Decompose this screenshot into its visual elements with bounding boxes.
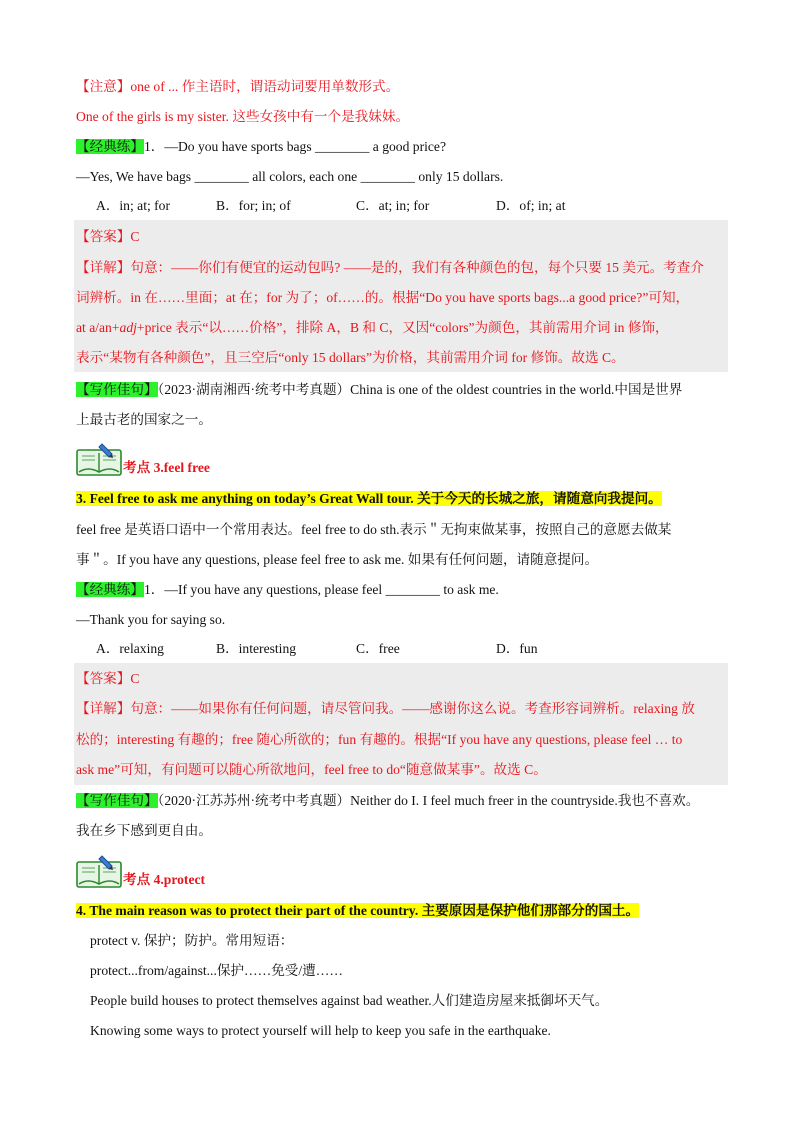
kaodian-4-header: [76, 854, 376, 888]
exercise-2-explanation-line-1: 【详解】句意：——如果你有任何问题，请尽管问我。——感谢你这么说。考查形容词辨析。relaxing 放: [76, 701, 695, 716]
writing-label: 【写作佳句】: [76, 793, 158, 808]
book-pencil-icon: [76, 442, 122, 476]
exercise-1-question-line-2: —Yes, We have bags ________ all colors, each one ________ only 15 dollars.: [76, 169, 504, 184]
kaodian-3-heading: 3. Feel free to ask me anything on today’s Great Wall tour. 关于今天的长城之旅，请随意向我提问。: [76, 491, 662, 506]
kaodian-3-heading-line: [76, 489, 662, 509]
explanation-segment: +price 表示“以……价格”，排除 A，B 和 C，又因“colors”为颜色，其前需用介词 in 修饰，: [136, 320, 669, 335]
exercise-2-explanation-line-3: ask me”可知，有问题可以随心所欲地问，feel free to do“随意做某事”。故选 C。: [76, 762, 547, 777]
exercise-2-question-line-1: [76, 580, 499, 600]
note-label: 【注意】: [76, 79, 131, 94]
exercise-label: 【经典练】: [76, 139, 144, 154]
option-b: B．interesting: [216, 641, 297, 656]
writing-2-line-1: [76, 791, 699, 811]
writing-text: （2023·湖南湘西·统考中考真题）China is one of the oldest countries in the world.中国是世界: [157, 382, 683, 397]
exercise-1-explanation-line-1: 【详解】句意：——你们有便宜的运动包吗? ——是的，我们有各种颜色的包，每个只要 15 美元。考查介: [76, 260, 704, 275]
writing-2-line-2: 我在乡下感到更自由。: [76, 823, 212, 838]
option-a: A．relaxing: [96, 641, 164, 656]
exercise-question-text: 1．—Do you have sports bags ________ a good price?: [143, 139, 446, 154]
option-d: D．fun: [496, 641, 538, 656]
kaodian-3-body-line-1: feel free 是英语口语中一个常用表达。feel free to do sth.表示＂无拘束做某事，按照自己的意愿去做某: [76, 522, 672, 537]
writing-1-line-1: [76, 380, 682, 400]
kaodian-4-heading-line: [76, 901, 639, 921]
book-pencil-icon: [76, 854, 122, 888]
explanation-segment: at a/an+: [76, 320, 120, 335]
note-text: one of ... 作主语时，谓语动词要用单数形式。: [130, 79, 400, 94]
kaodian-3-body-line-2: 事＂。If you have any questions, please feel free to ask me. 如果有任何问题，请随意提问。: [76, 552, 599, 567]
note-example: One of the girls is my sister. 这些女孩中有一个是我妹妹。: [76, 109, 410, 124]
kaodian-4-body-line-1: protect v. 保护；防护。常用短语：: [90, 933, 294, 948]
kaodian-3-title: 考点 3.feel free: [123, 460, 210, 475]
exercise-1-explanation-line-4: 表示“某物有各种颜色”，且三空后“only 15 dollars”为价格，其前需用介词 for 修饰。故选 C。: [76, 350, 625, 365]
exercise-1-question-line-1: [76, 137, 446, 157]
exercise-question-text: 1．—If you have any questions, please feel ________ to ask me.: [143, 582, 499, 597]
exercise-label: 【经典练】: [76, 582, 144, 597]
writing-label: 【写作佳句】: [76, 382, 158, 397]
exercise-2-question-line-2: —Thank you for saying so.: [76, 612, 226, 627]
option-b: B．for; in; of: [216, 198, 291, 213]
kaodian-3-header: [76, 442, 376, 476]
writing-text: （2020·江苏苏州·统考中考真题）Neither do I. I feel much freer in the countryside.我也不喜欢。: [157, 793, 700, 808]
exercise-1-explanation-line-3: [76, 318, 669, 338]
exercise-2-explanation-line-2: 松的；interesting 有趣的；free 随心所欲的；fun 有趣的。根据“If you have any questions, please feel … to: [76, 732, 683, 747]
option-c: C．at; in; for: [356, 198, 430, 213]
kaodian-4-heading: 4. The main reason was to protect their part of the country. 主要原因是保护他们那部分的国土。: [76, 903, 640, 918]
option-a: A．in; at; for: [96, 198, 170, 213]
note-line: [76, 77, 399, 97]
exercise-2-answer: 【答案】C: [76, 671, 140, 686]
kaodian-4-body-line-2: protect...from/against...保护……免受/遭……: [90, 963, 343, 978]
writing-1-line-2: 上最古老的国家之一。: [76, 412, 212, 427]
kaodian-4-body-line-4: Knowing some ways to protect yourself will help to keep you safe in the earthquake.: [90, 1023, 551, 1038]
option-d: D．of; in; at: [496, 198, 566, 213]
kaodian-4-body-line-3: People build houses to protect themselves against bad weather.人们建造房屋来抵御坏天气。: [90, 993, 609, 1008]
option-c: C．free: [356, 641, 400, 656]
explanation-italic-adj: adj: [119, 320, 137, 335]
kaodian-4-title: 考点 4.protect: [123, 872, 206, 887]
exercise-1-explanation-line-2: 词辨析。in 在……里面；at 在；for 为了；of……的。根据“Do you have sports bags...a good price?”可知，: [76, 290, 690, 305]
exercise-1-answer: 【答案】C: [76, 229, 140, 244]
